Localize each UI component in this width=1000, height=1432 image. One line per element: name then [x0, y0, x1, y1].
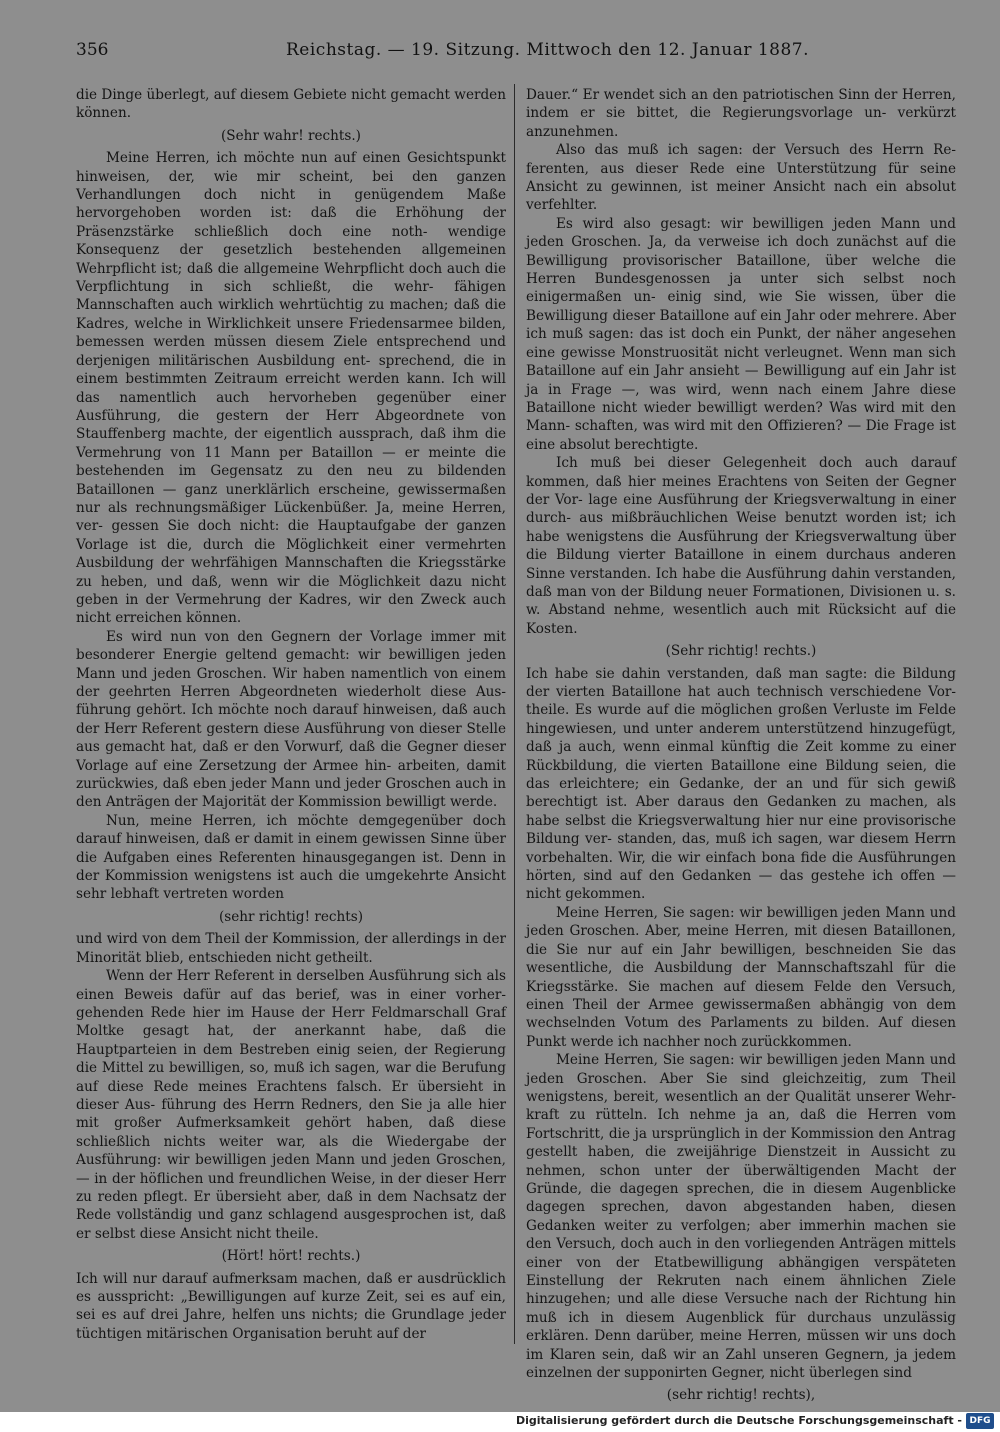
column-divider	[514, 84, 515, 1344]
interjection: (sehr richtig! rechts)	[218, 908, 364, 925]
paragraph: Dauer.“ Er wendet sich an den patriotischen Sinn der Herren, indem er sie bittet, die Regierungsvorlage un- verkürzt anzunehmen.	[526, 87, 956, 140]
footer	[0, 1412, 1000, 1432]
running-head: Reichstag. — 19. Sitzung. Mittwoch den 12. Januar 1887.	[286, 40, 810, 60]
interjection: (Sehr wahr! rechts.)	[221, 127, 361, 144]
interjection: (Sehr richtig! rechts.)	[665, 643, 817, 660]
paragraph: Ich will nur darauf aufmerksam machen, daß er ausdrücklich es ausspricht: „Bewilligungen auf kurze Zeit, sei es auf ein, sei es auf drei Jahre, helfen uns nichts; die Grundlage jeder tüchtigen mitärischen Organisation beruht auf der	[76, 1270, 506, 1342]
paragraph: die Dinge überlegt, auf diesem Gebiete nicht gemacht werden können.	[76, 87, 506, 122]
interjection: (Hört! hört! rechts.)	[221, 1248, 361, 1265]
paragraph: Nun, meine Herren, ich möchte demgegenüber doch darauf hinweisen, daß er damit in einem gewissen Sinne über die Aufgaben eines Referenten hinausgegangen ist. Denn in der Kommission wenigstens ist auch die umgekehrte Ansicht sehr lebhaft vertreten worden	[76, 812, 506, 903]
dfg-logo: DFG	[966, 1413, 994, 1429]
paragraph: Es wird also gesagt: wir bewilligen jeden Mann und jeden Groschen. Ja, da verweise ich doch zunächst auf die Bewilligung provisorischer Bataillone, über welche die Herren Bundesgenossen ja unter sich selbst noch einigermaßen un- einig sind, wie Sie wissen, über die Bewilligung dieser Bataillone auf ein Jahr oder mehrere. Aber ich muß sagen: das ist doch ein Punkt, der näher angesehen eine gewisse Monstruosität nicht verleugnet. Wenn man sich Bataillone auf ein Jahr ansieht — Bewilligung auf ein Jahr ist ja in Frage —, was wird, wenn nach einem Jahre diese Bataillone nicht wieder bewilligt werden? Was wird mit den Mann- schaften, was wird mit den Offizieren? — Die Frage ist eine absolut berechtigte.	[526, 215, 956, 453]
left-column	[76, 86, 506, 1343]
funding-credit: Digitalisierung gefördert durch die Deutsche Forschungsgemeinschaft -	[515, 1414, 962, 1427]
interjection: (sehr richtig! rechts),	[666, 1387, 816, 1404]
paragraph: Wenn der Herr Referent in derselben Ausführung sich als einen Beweis dafür auf das berief, was in einer vorher- gehenden Rede hier im Hause der Herr Feldmarschall Graf Moltke gesagt hat, der anerkannt habe, daß die Hauptparteien in dem Bestreben einig seien, der Regierung die Mittel zu bewilligen, so, muß ich sagen, war die Berufung auf diese Rede meines Erachtens falsch. Er übersieht in dieser Aus- führung des Herrn Redners, den Sie ja alle hier mit großer Aufmerksamkeit gehört haben, daß diese schließlich nichts weiter war, als die Wiedergabe der Ausführung: wir bewilligen jeden Mann und jeden Groschen, — in der höflichen und freundlichen Weise, in der dieser Herr zu reden pflegt. Er übersieht aber, daß in dem Nachsatz der Rede vollständig und ganz schlagend ausgesprochen ist, daß er selbst diese Ansicht nicht theile.	[76, 968, 506, 1242]
paragraph: Meine Herren, Sie sagen: wir bewilligen jeden Mann und jeden Groschen. Aber Sie sind gleichzeitig, zum Theil wenigstens, bereit, wesentlich an der Qualität unserer Wehr- kraft zu rütteln. Ich nehme ja an, daß die Herren vom Fortschritt, die ja ursprünglich in der Kommission den Antrag gestellt haben, die zweijährige Dienstzeit in Aussicht zu nehmen, schon unter der überwältigenden Macht der Gründe, die dagegen sprechen, die in diesem Augenblicke dagegen sprechen, davon abgestanden haben, diesen Gedanken weiter zu verfolgen; aber immerhin machen sie den Versuch, doch auch in den vorliegenden Anträgen mittels einer von der Etatbewilligung abhängigen verspäteten Einstellung der Rekruten nach einem ähnlichen Ziele hinzugehen; und alle diese Versuche nach der Richtung hin muß ich in diesem Augenblick für durchaus unzulässig erklären. Denn darüber, meine Herren, müssen wir uns doch im Klaren sein, daß wir an Zahl unseren Gegnern, ja jedem einzelnen der supponirten Gegner, nicht überlegen sind	[526, 1052, 956, 1382]
page-header	[76, 40, 956, 64]
page-number: 356	[76, 40, 109, 60]
paragraph: Meine Herren, ich möchte nun auf einen Gesichtspunkt hinweisen, der, wie mir scheint, bei den ganzen Verhandlungen doch nicht in genügendem Maße hervorgehoben worden ist: daß die Erhöhung der Präsenzstärke schließlich doch eine noth- wendige Konsequenz der gesetzlich bestehenden allgemeinen Wehrpflicht ist; daß die allgemeine Wehrpflicht doch auch die Verpflichtung in sich schließt, die wehr- fähigen Mannschaften auch wirklich wehrtüchtig zu machen; daß die Kadres, welche in Wirklichkeit unsere Friedensarmee bilden, bemessen werden müssen diesem Ziele entsprechend und derjenigen militärischen Ausbildung ent- sprechend, die in einem bestimmten Zeitraum erreicht werden kann. Ich will das namentlich auch hervorheben gegenüber einer Ausführung, die gestern der Herr Abgeordnete von Stauffenberg machte, der eigentlich aussprach, daß ihm die Vermehrung von 11 Mann per Bataillon — er meinte die bestehenden im Gegensatz zu den neu zu bildenden Bataillonen — ganz unerklärlich erscheine, gewissermaßen nur als rechnungsmäßiger Lückenbüßer. Ja, meine Herren, ver- gessen Sie doch nicht: die Hauptaufgabe der ganzen Vorlage ist die, durch die Möglichkeit einer vermehrten Ausbildung der wehrfähigen Mannschaften die Kriegsstärke zu heben, und daß, wenn wir die Möglichkeit dazu nicht geben in der Vermehrung der Kadres, wir den Zweck auch nicht erreichen können.	[76, 150, 506, 627]
paragraph: Es wird nun von den Gegnern der Vorlage immer mit besonderer Energie geltend gemacht: wir bewilligen jeden Mann und jeden Groschen. Wir haben namentlich von einem der geehrten Herren Abgeordneten wiederholt diese Aus- führung gehört. Ich möchte noch darauf hinweisen, daß auch der Herr Referent gestern diese Ausführung von dieser Stelle aus gemacht hat, daß er den Vorwurf, daß die Gegner dieser Vorlage auf eine Zersetzung der Armee hin- arbeiten, damit zurückwies, daß eben jeder Mann und jeder Groschen auch in den Anträgen der Majorität der Kommission bewilligt werde.	[76, 628, 506, 811]
paragraph: Ich muß bei dieser Gelegenheit doch auch darauf kommen, daß hier meines Erachtens von Seiten der Gegner der Vor- lage eine Ausführung der Kriegsverwaltung in einer durch- aus mißbräuchlichen Weise benutzt worden ist; ich habe wenigstens die Ausführung der Kriegsverwaltung über die Bildung vierter Bataillone in einem durchaus anderen Sinne verstanden. Ich habe die Ausführung dahin verstanden, daß man von der Bildung neuer Formationen, Divisionen u. s. w. Abstand nehme, wesentlich auch mit Rücksicht auf die Kosten.	[526, 455, 956, 637]
right-column	[526, 86, 956, 1409]
paragraph: Also das muß ich sagen: der Versuch des Herrn Re- ferenten, aus dieser Rede eine Unterstützung für seine Ansicht zu gewinnen, ist meiner Ansicht nach ein absolut verfehlter.	[526, 142, 956, 214]
paragraph: und wird von dem Theil der Kommission, der allerdings in der Minorität blieb, entschieden nicht getheilt.	[76, 931, 506, 966]
paragraph: Ich habe sie dahin verstanden, daß man sagte: die Bildung der vierten Bataillone hat auch technisch verschiedene Vor- theile. Es wurde auf die möglichen großen Verluste im Felde hingewiesen, und unter anderem unterstützend hinzugefügt, daß ja auch, wenn einmal künftig die Zeit komme zu einer Rückbildung, die vierten Bataillone eine Bildung seien, die das erleichtere; ein Gedanke, der an und für sich gewiß berechtigt ist. Aber daraus den Gedanken zu machen, als habe selbst die Kriegsverwaltung hier nur eine provisorische Bildung ver- standen, das, muß ich sagen, war diesem Herrn vorbehalten. Wir, die wir einfach bona fide die Ausführungen hörten, sind auf den Gedanken — das gestehe ich offen — nicht gekommen.	[526, 665, 956, 903]
paragraph: Meine Herren, Sie sagen: wir bewilligen jeden Mann und jeden Groschen. Aber, meine Herren, mit diesen Bataillonen, die Sie nur auf ein Jahr bewilligen, beschneiden Sie das wesentliche, die Ausbildung der Mannschaftszahl für die Kriegsstärke. Sie machen auf diesem Felde den Versuch, einen Theil der Armee gewissermaßen abhängig von dem wechselnden Votum des Parlaments zu bilden. Auf diesen Punkt werde ich nachher noch zurückkommen.	[526, 904, 956, 1050]
